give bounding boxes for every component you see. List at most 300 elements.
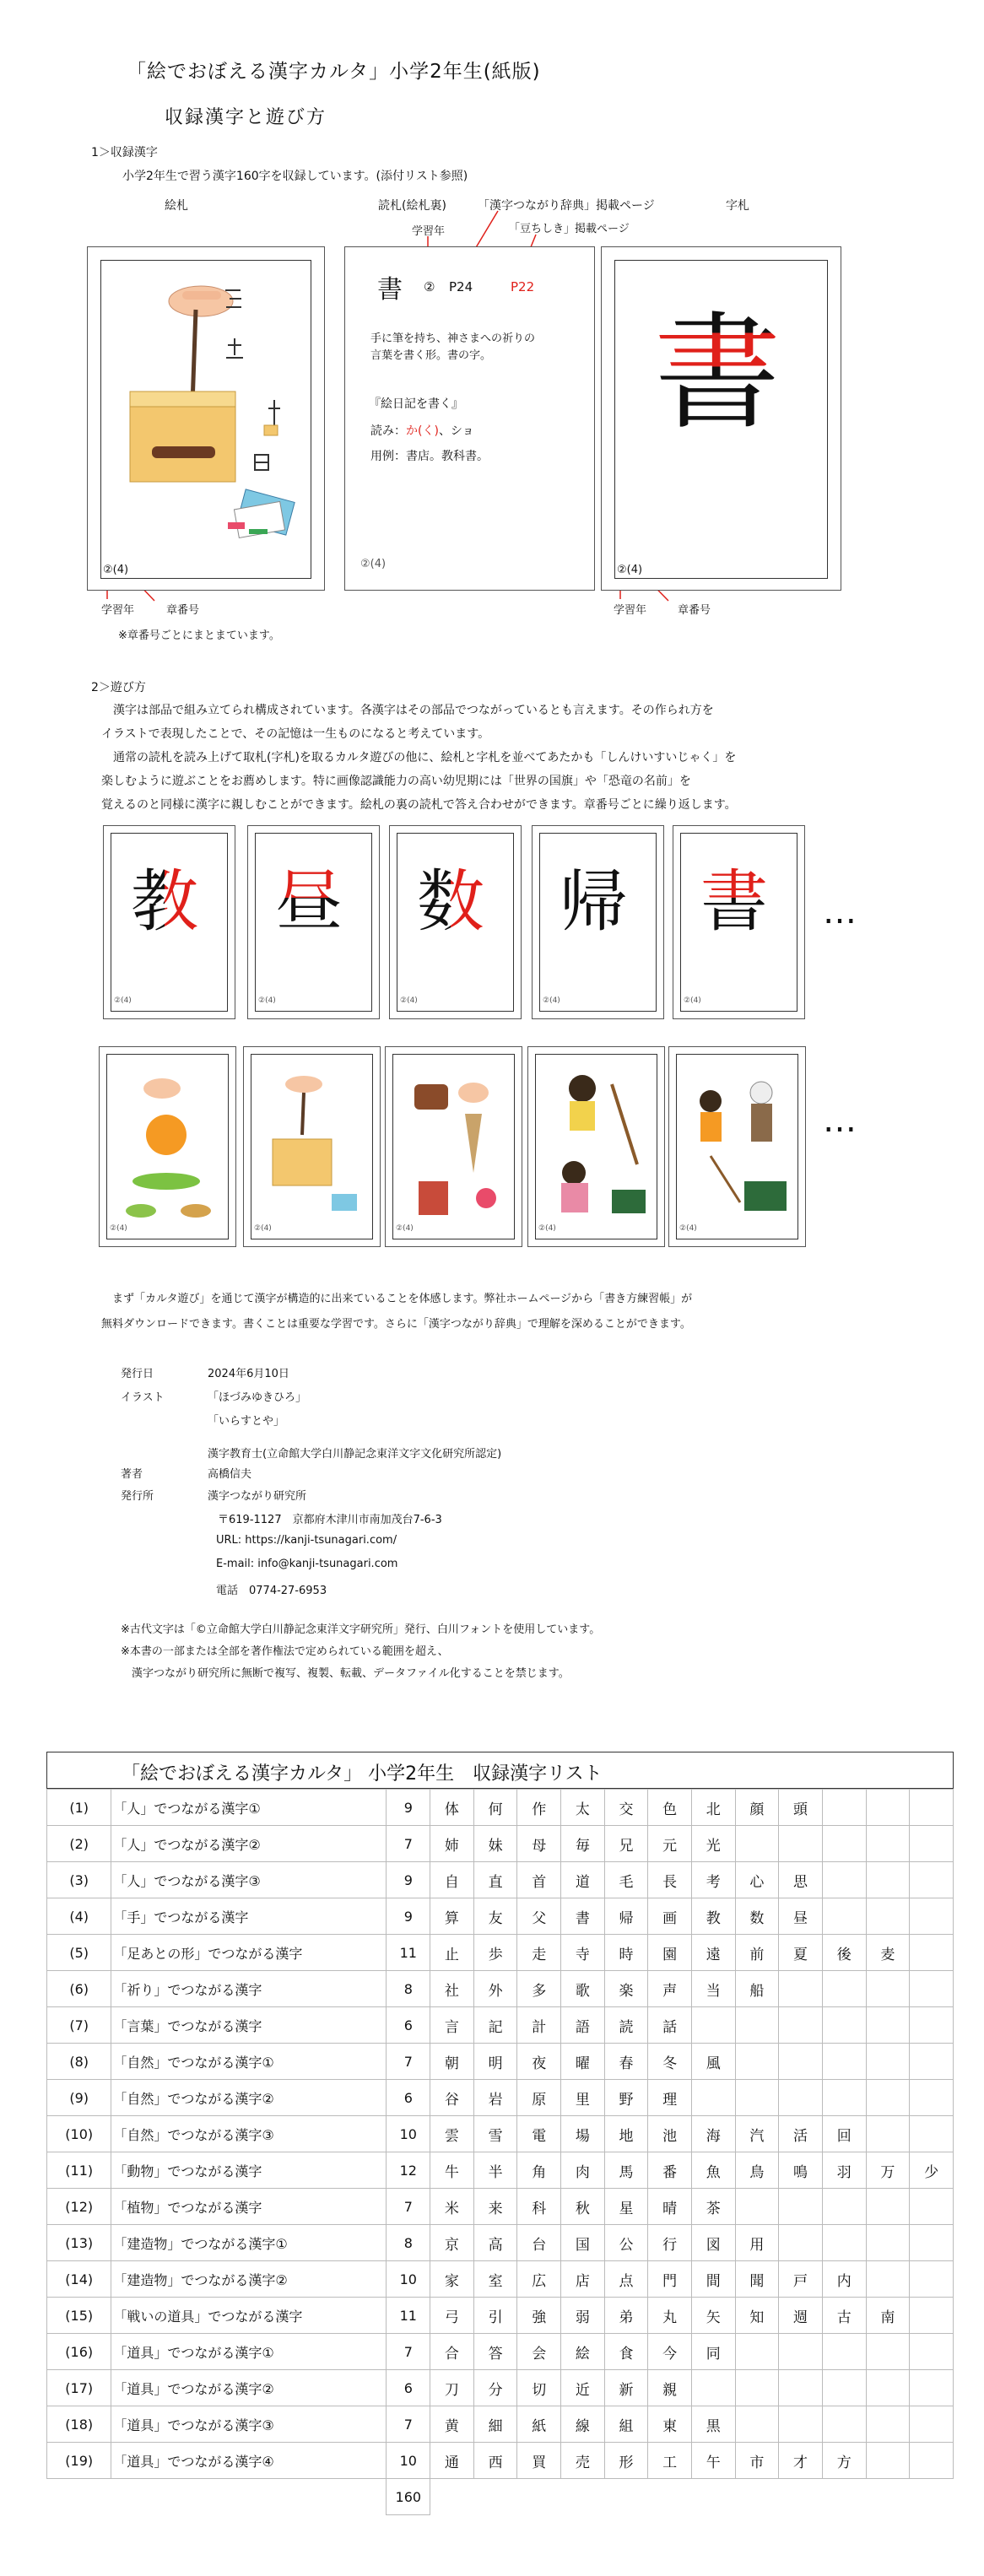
card-yomifuda <box>344 246 595 591</box>
row-name: 「戦いの道具」でつながる漢字 <box>111 2298 387 2334</box>
kanji-cell: 売 <box>561 2443 605 2479</box>
kanji-cell: 鳴 <box>779 2152 823 2189</box>
kanji-cell: 首 <box>517 1862 561 1898</box>
reading-label: 読み： <box>370 424 406 438</box>
table-row <box>47 2152 954 2189</box>
kanji-cell: 昼 <box>779 1898 823 1935</box>
kanji-cell <box>910 1935 954 1971</box>
row-count: 12 <box>387 2152 430 2189</box>
yomi-page-dict: P24 <box>449 279 473 294</box>
kanji-cell: 東 <box>648 2406 692 2443</box>
kanji-cell: 画 <box>648 1898 692 1935</box>
blank-cell <box>47 2479 111 2515</box>
kanji-card-char: 帰 <box>560 862 627 941</box>
kanji-cell: 里 <box>561 2080 605 2116</box>
kanji-cell: 分 <box>473 2370 517 2406</box>
kanji-glyph: 教 <box>131 862 198 941</box>
card-illustration-icon <box>536 1055 657 1239</box>
kanji-cell: 心 <box>735 1862 779 1898</box>
kanji-cell: 魚 <box>691 2152 735 2189</box>
picture-card <box>99 1046 236 1247</box>
kanji-cell <box>735 2370 779 2406</box>
table-row <box>47 2370 954 2406</box>
publisher-name: 漢字つながり研究所 <box>208 1490 307 1503</box>
url-link[interactable]: URL: https://kanji-tsunagari.com/ <box>216 1534 397 1547</box>
card-illustration-icon <box>393 1055 514 1239</box>
more-ellipsis: … <box>823 893 860 932</box>
table-row <box>47 2044 954 2080</box>
kanji-cell: 曜 <box>561 2044 605 2080</box>
kanji-cell: 広 <box>517 2261 561 2298</box>
kanji-cell: 太 <box>561 1790 605 1826</box>
table-row <box>47 1790 954 1826</box>
kanji-card <box>247 825 380 1019</box>
kanji-cell: 半 <box>473 2152 517 2189</box>
kanji-card <box>389 825 522 1019</box>
row-name: 「道具」でつながる漢字③ <box>111 2406 387 2443</box>
row-name: 「道具」でつながる漢字④ <box>111 2443 387 2479</box>
author-title: 漢字教育士(立命館大学白川静記念東洋文字文化研究所認定) <box>208 1448 502 1461</box>
kanji-cell: 毎 <box>561 1826 605 1862</box>
row-name: 「建造物」でつながる漢字② <box>111 2261 387 2298</box>
row-name: 「建造物」でつながる漢字① <box>111 2225 387 2261</box>
kanji-cell: 記 <box>473 2007 517 2044</box>
kanji-cell <box>735 2044 779 2080</box>
kanji-cell: 絵 <box>561 2334 605 2370</box>
kanji-cell: 教 <box>691 1898 735 1935</box>
row-number: (14) <box>47 2261 111 2298</box>
card-code: ②(4) <box>254 1224 272 1233</box>
kanji-glyph: 書 <box>700 862 768 941</box>
kanji-cell: 算 <box>430 1898 474 1935</box>
kanji-cell: 晴 <box>648 2189 692 2225</box>
kanji-cell: 交 <box>604 1790 648 1826</box>
yomi-grade: ② <box>424 279 435 294</box>
picture-card <box>385 1046 522 1247</box>
kanji-cell: 走 <box>517 1935 561 1971</box>
kanji-cell: 回 <box>822 2116 866 2152</box>
kanji-cell: 光 <box>691 1826 735 1862</box>
kanji-cell: 自 <box>430 1862 474 1898</box>
kanji-cell <box>866 2007 910 2044</box>
kanji-cell: 色 <box>648 1790 692 1826</box>
card-code: ②(4) <box>679 1224 697 1233</box>
card-code: ②(4) <box>617 564 643 576</box>
kanji-cell: 番 <box>648 2152 692 2189</box>
kanji-cell: 歩 <box>473 1935 517 1971</box>
kanji-cell <box>735 2189 779 2225</box>
kanji-cell <box>910 2007 954 2044</box>
kanji-cell: 時 <box>604 1935 648 1971</box>
kanji-cell <box>866 1790 910 1826</box>
card-illustration-icon <box>107 1055 228 1239</box>
row-count: 7 <box>387 2406 430 2443</box>
kanji-cell: 北 <box>691 1790 735 1826</box>
yomi-kanji: 書 <box>377 275 403 305</box>
kanji-cell: 雲 <box>430 2116 474 2152</box>
kanji-cell: 線 <box>561 2406 605 2443</box>
kanji-cell <box>822 1971 866 2007</box>
kanji-cell: 古 <box>822 2298 866 2334</box>
kanji-cell: 知 <box>735 2298 779 2334</box>
kanji-cell: 馬 <box>604 2152 648 2189</box>
kanji-cell: 言 <box>430 2007 474 2044</box>
kanji-cell: 紙 <box>517 2406 561 2443</box>
reading-on: 、ショ <box>438 424 474 438</box>
kanji-cell: 麦 <box>866 1935 910 1971</box>
total-count: 160 <box>387 2479 430 2515</box>
kanji-cell <box>779 2189 823 2225</box>
kanji-cell <box>910 1790 954 1826</box>
row-count: 10 <box>387 2116 430 2152</box>
kanji-cell <box>779 2370 823 2406</box>
kanji-cell: 遠 <box>691 1935 735 1971</box>
kanji-card <box>532 825 664 1019</box>
kanji-cell <box>866 1862 910 1898</box>
section1-note: ※章番号ごとにまとまています。 <box>118 629 280 642</box>
section2-heading: 2＞遊び方 <box>91 681 146 694</box>
kanji-cell <box>735 2007 779 2044</box>
kanji-cell: 用 <box>735 2225 779 2261</box>
table-row <box>47 1935 954 1971</box>
kanji-cell: 何 <box>473 1790 517 1826</box>
reading-kun: か(く) <box>406 424 439 438</box>
kanji-cell: 野 <box>604 2080 648 2116</box>
kanji-cell: 今 <box>648 2334 692 2370</box>
kanji-cell: 冬 <box>648 2044 692 2080</box>
row-count: 8 <box>387 1971 430 2007</box>
kanji-cell: 帰 <box>604 1898 648 1935</box>
table-row <box>47 2116 954 2152</box>
row-number: (16) <box>47 2334 111 2370</box>
table-row <box>47 2007 954 2044</box>
row-count: 9 <box>387 1790 430 1826</box>
author-name: 高橋信夫 <box>208 1468 252 1481</box>
kanji-cell: 兄 <box>604 1826 648 1862</box>
kanji-cell: 夜 <box>517 2044 561 2080</box>
row-count: 6 <box>387 2370 430 2406</box>
picture-card <box>243 1046 381 1247</box>
kanji-cell: 姉 <box>430 1826 474 1862</box>
kanji-cell: 楽 <box>604 1971 648 2007</box>
date-label: 発行日 <box>121 1368 154 1380</box>
kanji-cell: 同 <box>691 2334 735 2370</box>
kanji-cell <box>735 2080 779 2116</box>
yomi-text-line2: 言葉を書く形。書の字。 <box>370 349 492 362</box>
card-code: ②(4) <box>684 996 701 1005</box>
kanji-cell: 会 <box>517 2334 561 2370</box>
kanji-cell: 社 <box>430 1971 474 2007</box>
kanji-cell: 話 <box>648 2007 692 2044</box>
card-code: ②(4) <box>543 996 560 1005</box>
author-label: 著者 <box>121 1468 143 1481</box>
kanji-cell: 止 <box>430 1935 474 1971</box>
email-link[interactable]: E-mail: info@kanji-tsunagari.com <box>216 1558 398 1570</box>
kanji-cell <box>866 2189 910 2225</box>
kanji-cell: 市 <box>735 2443 779 2479</box>
kanji-cell: 船 <box>735 1971 779 2007</box>
kanji-list-table <box>46 1789 954 2515</box>
row-count: 7 <box>387 2334 430 2370</box>
section1-desc: 小学2年生で習う漢字160字を収録しています。(添付リスト参照) <box>122 170 468 183</box>
kanji-cell: 米 <box>430 2189 474 2225</box>
kanji-cell: 歌 <box>561 1971 605 2007</box>
closing-line1: まず「カルタ遊び」を通じて漢字が構造的に出来ていることを体感します。弊社ホームページから「書き方練習帳」が <box>101 1293 693 1305</box>
row-number: (19) <box>47 2443 111 2479</box>
kanji-cell: 聞 <box>735 2261 779 2298</box>
picture-card <box>668 1046 806 1247</box>
table-row <box>47 2443 954 2479</box>
row-name: 「言葉」でつながる漢字 <box>111 2007 387 2044</box>
kanji-card <box>673 825 805 1019</box>
body-line: 楽しむように遊ぶことをお薦めします。特に画像認識能力の高い幼児期には「世界の国旗」や「恐竜の名前」を <box>101 775 691 788</box>
row-number: (1) <box>47 1790 111 1826</box>
kanji-cell: 直 <box>473 1862 517 1898</box>
row-count: 7 <box>387 1826 430 1862</box>
kanji-cell <box>822 1862 866 1898</box>
card-code: ②(4) <box>103 564 129 576</box>
illust-2: 「いらすとや」 <box>208 1415 285 1428</box>
kanji-cell: 顔 <box>735 1790 779 1826</box>
kanji-cell: 弓 <box>430 2298 474 2334</box>
kanji-cell: 親 <box>648 2370 692 2406</box>
kanji-cell <box>822 1790 866 1826</box>
table-row <box>47 2334 954 2370</box>
kanji-cell <box>910 1898 954 1935</box>
table-row <box>47 2225 954 2261</box>
table-row <box>47 2261 954 2298</box>
row-name: 「道具」でつながる漢字① <box>111 2334 387 2370</box>
row-number: (17) <box>47 2370 111 2406</box>
kanji-cell <box>910 2225 954 2261</box>
kanji-cell <box>779 1826 823 1862</box>
yomi-page-mame: P22 <box>511 279 535 294</box>
kanji-cell <box>910 2189 954 2225</box>
kanji-cell <box>910 2261 954 2298</box>
kanji-cell: 後 <box>822 1935 866 1971</box>
table-row <box>47 2406 954 2443</box>
kanji-cell: 黄 <box>430 2406 474 2443</box>
kanji-cell <box>735 2406 779 2443</box>
jifuda-kanji <box>654 300 781 447</box>
yomi-example: 『絵日記を書く』 <box>369 397 463 411</box>
kanji-cell: 京 <box>430 2225 474 2261</box>
kanji-cell: 考 <box>691 1862 735 1898</box>
kanji-cell: 明 <box>473 2044 517 2080</box>
kanji-cell: 風 <box>691 2044 735 2080</box>
kanji-cell: 長 <box>648 1862 692 1898</box>
table-row <box>47 1898 954 1935</box>
kanji-cell: 細 <box>473 2406 517 2443</box>
row-count: 9 <box>387 1862 430 1898</box>
kanji-cell <box>822 2370 866 2406</box>
row-name: 「人」でつながる漢字① <box>111 1790 387 1826</box>
kanji-cell: 秋 <box>561 2189 605 2225</box>
kanji-glyph: 昼 <box>275 862 343 941</box>
kanji-cell <box>779 2007 823 2044</box>
kanji-cell: 牛 <box>430 2152 474 2189</box>
annotation-dict-page: 「漢字つながり辞典」掲載ページ <box>478 199 655 213</box>
kanji-cell: 公 <box>604 2225 648 2261</box>
kanji-cell: 合 <box>430 2334 474 2370</box>
kanji-cell: 寺 <box>561 1935 605 1971</box>
kanji-cell: 読 <box>604 2007 648 2044</box>
kanji-cell: 週 <box>779 2298 823 2334</box>
table-row <box>47 1971 954 2007</box>
kanji-cell <box>910 2080 954 2116</box>
kanji-cell: 毛 <box>604 1862 648 1898</box>
kanji-cell: 西 <box>473 2443 517 2479</box>
kanji-card-char <box>131 864 198 940</box>
blank-cell <box>111 2479 387 2515</box>
kanji-cell: 肉 <box>561 2152 605 2189</box>
page-title: 「絵でおぼえる漢字カルタ」小学2年生(紙版) <box>127 61 541 83</box>
list-title: 「絵でおぼえる漢字カルタ」 小学2年生 収録漢字リスト <box>122 1763 603 1785</box>
kanji-cell <box>779 2225 823 2261</box>
kanji-cell <box>866 2406 910 2443</box>
kanji-cell: 妹 <box>473 1826 517 1862</box>
card-code: ②(4) <box>400 996 418 1005</box>
kanji-cell: 体 <box>430 1790 474 1826</box>
kanji-cell: 近 <box>561 2370 605 2406</box>
label-jifuda: 字札 <box>726 199 749 213</box>
table-total-row <box>47 2479 954 2515</box>
table-row <box>47 2080 954 2116</box>
kanji-cell <box>910 1826 954 1862</box>
kanji-cell: 多 <box>517 1971 561 2007</box>
kanji-cell <box>866 2370 910 2406</box>
row-number: (2) <box>47 1826 111 1862</box>
kanji-cell <box>910 2116 954 2152</box>
section1-heading: 1＞収録漢字 <box>91 146 158 159</box>
kanji-cell <box>822 2080 866 2116</box>
kanji-cell: 朝 <box>430 2044 474 2080</box>
kanji-cell: 南 <box>866 2298 910 2334</box>
kanji-cell: 刀 <box>430 2370 474 2406</box>
kanji-cell: 羽 <box>822 2152 866 2189</box>
kanji-cell <box>866 2116 910 2152</box>
card-code: ②(4) <box>360 558 387 570</box>
kanji-cell: 丸 <box>648 2298 692 2334</box>
kanji-cell: 図 <box>691 2225 735 2261</box>
annotation-mame-page: 「豆ちしき」掲載ページ <box>509 223 630 235</box>
annotation-grade-bottom: 学習年 <box>101 604 135 617</box>
row-name: 「自然」でつながる漢字③ <box>111 2116 387 2152</box>
kanji-cell: 弟 <box>604 2298 648 2334</box>
kanji-cell: 母 <box>517 1826 561 1862</box>
kanji-cell: 午 <box>691 2443 735 2479</box>
kanji-cell: 海 <box>691 2116 735 2152</box>
card-code: ②(4) <box>538 1224 556 1233</box>
tel: 電話 0774-27-6953 <box>216 1585 327 1597</box>
kanji-cell: 園 <box>648 1935 692 1971</box>
kanji-cell: 場 <box>561 2116 605 2152</box>
card-efuda <box>87 246 325 591</box>
card-code: ②(4) <box>396 1224 414 1233</box>
kanji-cell: 点 <box>604 2261 648 2298</box>
kanji-cell: 台 <box>517 2225 561 2261</box>
kanji-cell: 春 <box>604 2044 648 2080</box>
row-count: 6 <box>387 2080 430 2116</box>
row-name: 「自然」でつながる漢字② <box>111 2080 387 2116</box>
note-font: ※古代文字は「©立命館大学白川静記念東洋文字研究所」発行、白川フォントを使用しています。 <box>121 1623 601 1636</box>
kanji-cell <box>866 2044 910 2080</box>
row-number: (12) <box>47 2189 111 2225</box>
kanji-cell <box>779 2334 823 2370</box>
kanji-cell <box>735 1826 779 1862</box>
address: 〒619-1127 京都府木津川市南加茂台7-6-3 <box>218 1514 442 1526</box>
kanji-cell <box>822 2406 866 2443</box>
kanji-cell: 国 <box>561 2225 605 2261</box>
row-number: (10) <box>47 2116 111 2152</box>
table-row <box>47 1862 954 1898</box>
row-name: 「足あとの形」でつながる漢字 <box>111 1935 387 1971</box>
kanji-cell: 電 <box>517 2116 561 2152</box>
kanji-cell <box>822 1826 866 1862</box>
kanji-cell: 道 <box>561 1862 605 1898</box>
kanji-cell: 計 <box>517 2007 561 2044</box>
label-efuda: 絵札 <box>165 199 188 213</box>
row-number: (6) <box>47 1971 111 2007</box>
note-copyright-2: 漢字つながり研究所に無断で複写、複製、転載、データファイル化することを禁じます。 <box>121 1667 570 1680</box>
kanji-cell: 地 <box>604 2116 648 2152</box>
kanji-cell <box>779 1971 823 2007</box>
kanji-cell: 声 <box>648 1971 692 2007</box>
kanji-cell: 万 <box>866 2152 910 2189</box>
kanji-cell <box>866 2334 910 2370</box>
illust-label: イラスト <box>121 1391 165 1404</box>
kanji-cell: 頭 <box>779 1790 823 1826</box>
kanji-cell <box>822 2334 866 2370</box>
kanji-cell <box>866 2261 910 2298</box>
row-number: (18) <box>47 2406 111 2443</box>
card-code: ②(4) <box>258 996 276 1005</box>
kanji-cell <box>866 2225 910 2261</box>
row-name: 「動物」でつながる漢字 <box>111 2152 387 2189</box>
yomi-usage <box>370 447 489 464</box>
kanji-cell: 答 <box>473 2334 517 2370</box>
row-count: 10 <box>387 2443 430 2479</box>
kanji-cell: 友 <box>473 1898 517 1935</box>
table-row <box>47 1826 954 1862</box>
list-title-box <box>46 1752 954 1789</box>
kanji-cell: 鳥 <box>735 2152 779 2189</box>
kanji-card-char <box>417 864 484 940</box>
row-number: (7) <box>47 2007 111 2044</box>
kanji-cell: 雪 <box>473 2116 517 2152</box>
note-copyright: ※本書の一部または全部を著作権法で定められている範囲を超え、 <box>121 1645 449 1658</box>
kanji-cell: 戸 <box>779 2261 823 2298</box>
kanji-cell <box>779 2406 823 2443</box>
kanji-cell <box>691 2007 735 2044</box>
kanji-card-char <box>700 864 768 940</box>
kanji-cell: 形 <box>604 2443 648 2479</box>
kanji-cell: 当 <box>691 1971 735 2007</box>
card-illustration-icon <box>251 1055 372 1239</box>
row-count: 11 <box>387 2298 430 2334</box>
kanji-cell <box>910 2443 954 2479</box>
row-name: 「手」でつながる漢字 <box>111 1898 387 1935</box>
row-number: (3) <box>47 1862 111 1898</box>
kanji-cell: 語 <box>561 2007 605 2044</box>
row-count: 11 <box>387 1935 430 1971</box>
row-number: (11) <box>47 2152 111 2189</box>
kanji-cell <box>910 2044 954 2080</box>
body-line: 覚えるのと同様に漢字に親しむことができます。絵札の裏の読札で答え合わせができます。章番号ごとに繰り返します。 <box>101 798 737 812</box>
kanji-cell: 行 <box>648 2225 692 2261</box>
card-jifuda <box>601 246 841 591</box>
kanji-cell: 汽 <box>735 2116 779 2152</box>
